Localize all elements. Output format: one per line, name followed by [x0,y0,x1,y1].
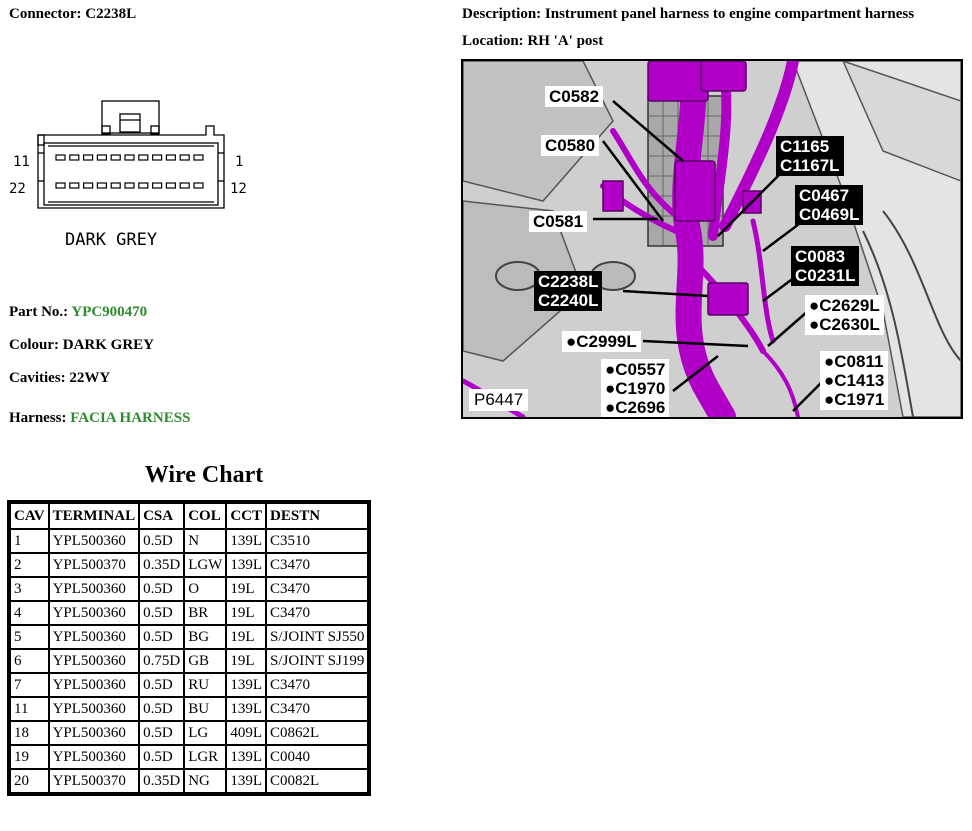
cell-cav: 11 [10,697,49,721]
cell-destn: C0862L [266,721,368,745]
callout-c0811: ●C0811 [824,352,884,371]
cell-terminal: YPL500360 [49,625,140,649]
cell-col: N [184,529,226,553]
location-heading [462,33,603,50]
callout-c0557-c1970-c2696 [601,359,669,418]
connector-body [38,126,224,208]
cell-cct: 19L [226,625,266,649]
cell-terminal: YPL500360 [49,697,140,721]
cavity-slot [56,155,65,160]
pin-label-top-left: 11 [13,154,30,170]
cell-terminal: YPL500360 [49,673,140,697]
part-number-label: Part No.: [9,304,69,320]
pin-label-bottom-left: 22 [9,181,26,197]
wire-chart-title: Wire Chart [144,462,264,488]
table-row [10,649,368,673]
cell-cav: 18 [10,721,49,745]
cell-csa: 0.35D [139,553,184,577]
part-number-link[interactable]: YPC900470 [71,304,148,320]
cell-csa: 0.5D [139,625,184,649]
cell-destn: S/JOINT SJ199 [266,649,368,673]
cell-col: LGR [184,745,226,769]
table-row [10,577,368,601]
callout-c0469l: C0469L [799,205,860,224]
cavity-slot [97,183,106,188]
cell-terminal: YPL500370 [49,769,140,793]
cell-cav: 1 [10,529,49,553]
cell-destn: C3510 [266,529,368,553]
callout-c0467-c0469l [795,185,863,225]
callout-c2240l: C2240L [538,291,599,310]
callout-c2999l: ●C2999L [562,331,641,352]
table-row [10,553,368,577]
cavities-value: 22WY [69,370,111,386]
cell-cct: 139L [226,745,266,769]
cell-col: RU [184,673,226,697]
cell-csa: 0.5D [139,529,184,553]
callout-c2238l-c2240l [534,271,602,311]
pin-label-bottom-right: 12 [230,181,247,197]
callout-c2629l: ●C2629L [809,296,880,315]
connector-face-diagram [8,98,258,253]
callout-c2629l-c2630l [805,295,884,335]
cavity-slot [125,183,134,188]
cell-csa: 0.5D [139,577,184,601]
callout-c0083-c0231l [791,246,859,286]
cell-col: NG [184,769,226,793]
column-header-cav: CAV [10,503,49,529]
cavity-slot [111,155,120,160]
callout-c1165: C1165 [780,137,830,156]
colour-value: DARK GREY [62,337,155,353]
callout-c0557: ●C0557 [605,360,666,379]
cell-col: LG [184,721,226,745]
cell-terminal: YPL500360 [49,529,140,553]
cavity-slot [166,183,175,188]
callout-c1970: ●C1970 [605,379,666,398]
location-picture [461,59,963,419]
cell-cav: 2 [10,553,49,577]
cell-cav: 4 [10,601,49,625]
cavities-label: Cavities: [9,370,66,386]
cell-col: GB [184,649,226,673]
cell-destn: C3470 [266,697,368,721]
colour-label: Colour: [9,337,59,353]
cavity-row-12-to-22 [56,183,203,188]
cell-cav: 5 [10,625,49,649]
cavity-slot [56,183,65,188]
callout-c0580: C0580 [541,135,599,156]
cell-cct: 19L [226,601,266,625]
connector-cavity-block [44,143,218,205]
column-header-csa: CSA [139,503,184,529]
cell-csa: 0.5D [139,673,184,697]
cavities-line [9,370,110,387]
cell-cct: 409L [226,721,266,745]
cell-terminal: YPL500360 [49,721,140,745]
cell-csa: 0.5D [139,601,184,625]
description-heading [462,6,914,23]
connector-colour-caption: DARK GREY [65,230,158,250]
cell-destn: C0082L [266,769,368,793]
table-row [10,673,368,697]
cavity-slot [111,183,120,188]
cell-col: BR [184,601,226,625]
cell-col: BU [184,697,226,721]
cavity-slot [139,183,148,188]
description-value: Instrument panel harness to engine compartment harness [544,6,915,22]
callout-c0582: C0582 [545,86,603,107]
table-row [10,625,368,649]
cell-csa: 0.35D [139,769,184,793]
callout-c0467: C0467 [799,186,850,205]
cell-cav: 20 [10,769,49,793]
table-row [10,601,368,625]
cell-destn: C3470 [266,673,368,697]
cavity-slot [194,155,203,160]
cavity-slot [153,183,162,188]
cell-cav: 3 [10,577,49,601]
cell-cct: 139L [226,529,266,553]
cell-cct: 139L [226,673,266,697]
callout-c0811-c1413-c1971 [820,351,888,410]
cell-terminal: YPL500360 [49,745,140,769]
cell-csa: 0.5D [139,745,184,769]
cavity-slot [125,155,134,160]
callout-c1167l: C1167L [780,156,840,175]
cell-col: LGW [184,553,226,577]
connector-heading [9,6,136,23]
cell-cct: 19L [226,649,266,673]
cell-cct: 19L [226,577,266,601]
callout-c1971: ●C1971 [824,390,885,409]
cell-terminal: YPL500360 [49,649,140,673]
cavity-slot [70,155,79,160]
description-label: Description: [462,6,542,22]
callout-c1413: ●C1413 [824,371,885,390]
table-row [10,697,368,721]
harness-link[interactable]: FACIA HARNESS [70,410,191,426]
cell-col: BG [184,625,226,649]
callout-c2696: ●C2696 [605,398,666,417]
cavity-slot [139,155,148,160]
column-header-col: COL [184,503,226,529]
column-header-cct: CCT [226,503,266,529]
callout-c1165-c1167l [776,136,844,176]
cell-destn: C3470 [266,601,368,625]
latch-tab [120,114,140,132]
picture-reference: P6447 [469,389,528,411]
cavity-row-1-to-11 [56,155,203,160]
cell-terminal: YPL500370 [49,553,140,577]
cavity-slot [166,155,175,160]
cell-terminal: YPL500360 [49,601,140,625]
cavity-slot [180,155,189,160]
cell-terminal: YPL500360 [49,577,140,601]
cavity-slot [84,155,93,160]
pin-label-top-right: 1 [235,154,244,170]
cavity-slot [70,183,79,188]
colour-line [9,337,154,354]
cell-cav: 6 [10,649,49,673]
cavity-slot [84,183,93,188]
cavity-slot [194,183,203,188]
wire-chart-header-row [10,503,368,529]
cell-csa: 0.5D [139,721,184,745]
cavity-slot [153,155,162,160]
harness-label: Harness: [9,410,67,426]
callout-c0581: C0581 [529,211,587,232]
cell-csa: 0.75D [139,649,184,673]
callout-c0083: C0083 [795,247,846,266]
cavity-slot [97,155,106,160]
callout-c2238l: C2238L [538,272,599,291]
column-header-destn: DESTN [266,503,368,529]
cavity-slot [180,183,189,188]
cell-destn: S/JOINT SJ550 [266,625,368,649]
connector-label: Connector: [9,6,82,22]
cell-cct: 139L [226,697,266,721]
connector-value: C2238L [85,6,137,22]
table-row [10,769,368,793]
part-number-line [9,304,147,321]
cell-cct: 139L [226,553,266,577]
location-value: RH 'A' post [527,33,604,49]
cell-cav: 7 [10,673,49,697]
callout-c2630l: ●C2630L [809,315,880,334]
callout-c0231l: C0231L [795,266,856,285]
table-row [10,529,368,553]
harness-line [9,410,190,427]
column-header-terminal: TERMINAL [49,503,140,529]
cell-csa: 0.5D [139,697,184,721]
table-row [10,745,368,769]
cell-destn: C0040 [266,745,368,769]
table-row [10,721,368,745]
cell-cav: 19 [10,745,49,769]
wire-chart-body [10,529,368,793]
cell-destn: C3470 [266,553,368,577]
wire-chart-table [9,502,369,794]
location-label: Location: [462,33,524,49]
cell-cct: 139L [226,769,266,793]
cell-destn: C3470 [266,577,368,601]
cell-col: O [184,577,226,601]
